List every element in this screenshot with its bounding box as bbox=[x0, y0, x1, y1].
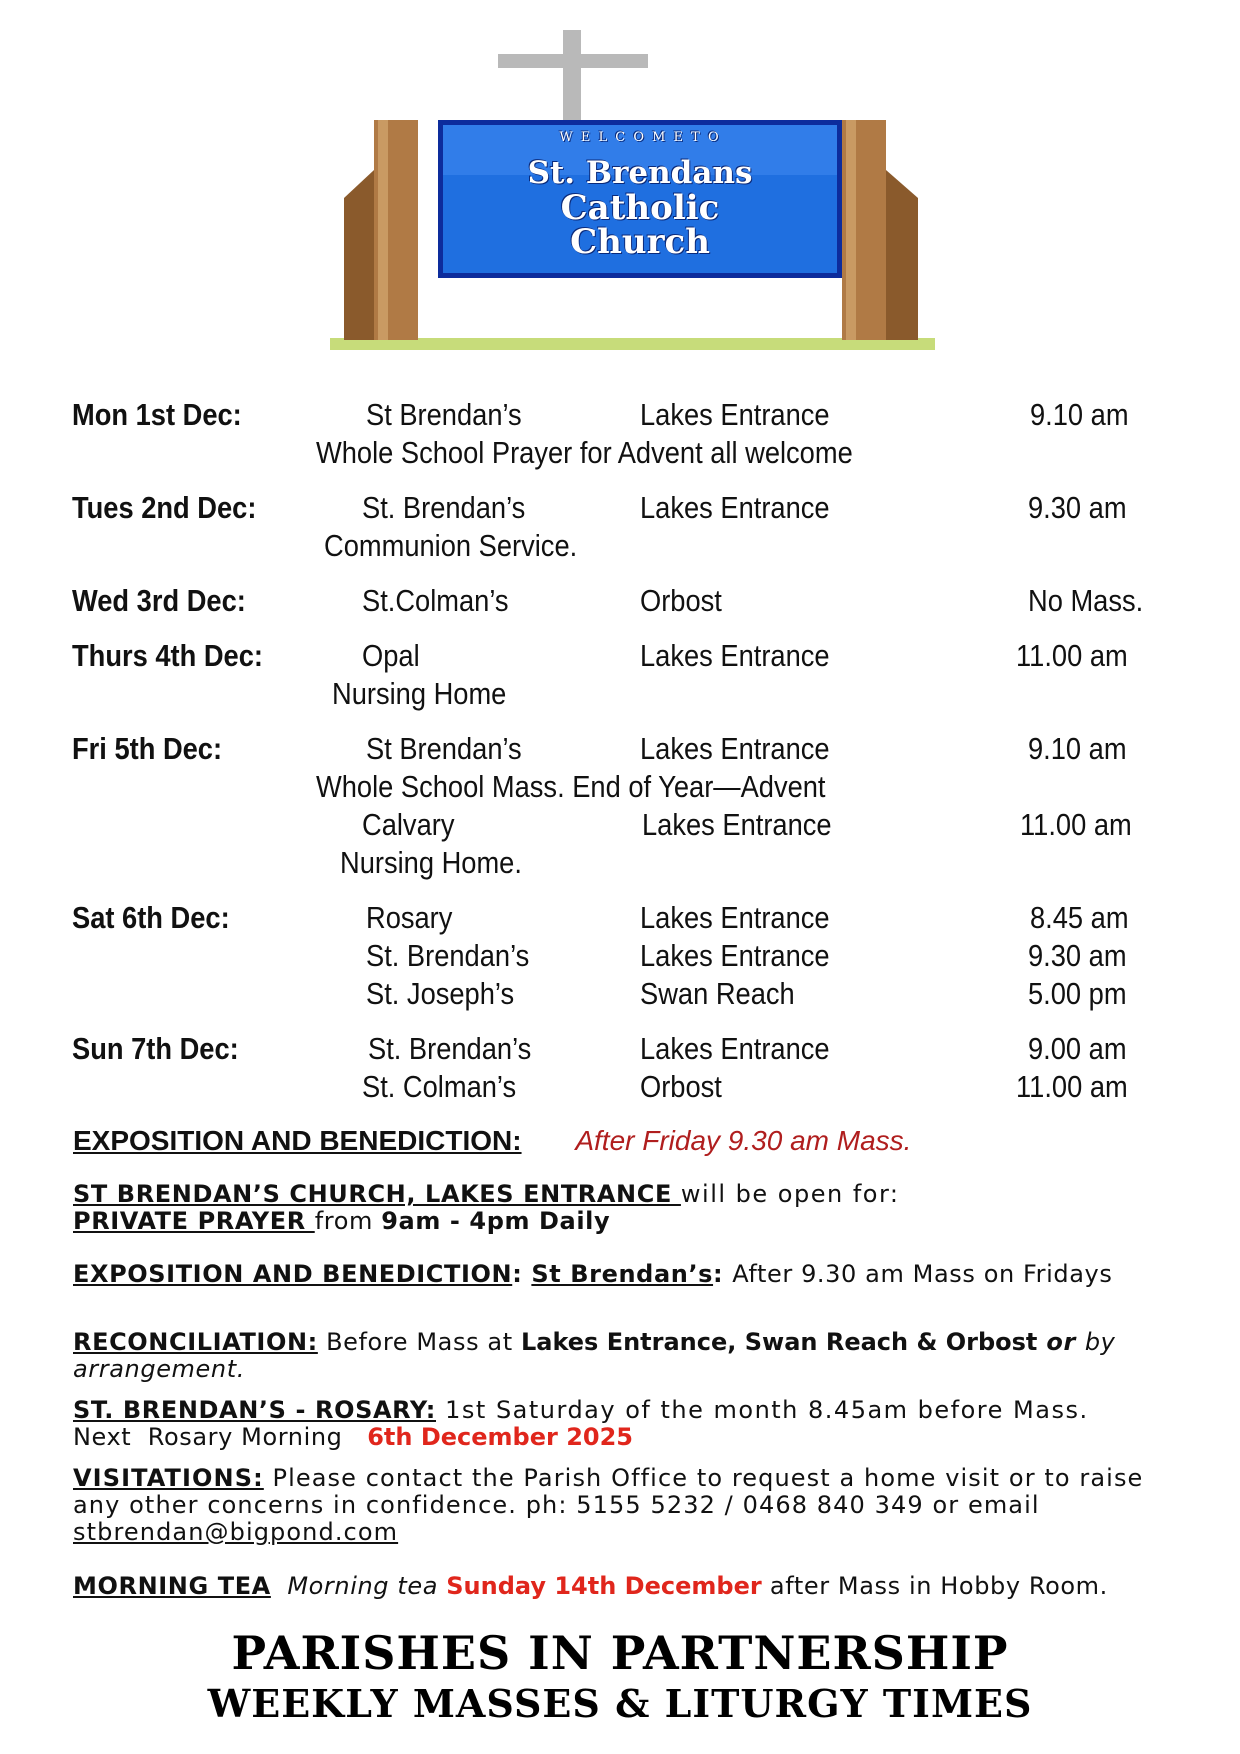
schedule-note: Whole School Prayer for Advent all welcome bbox=[316, 435, 853, 470]
schedule-note: Whole School Mass. End of Year—Advent bbox=[316, 769, 826, 804]
reconciliation-places: Lakes Entrance, Swan Reach & Orbost bbox=[520, 1328, 1038, 1356]
schedule-note: Communion Service. bbox=[324, 528, 578, 563]
church-sign bbox=[330, 20, 950, 360]
rosary-heading: ST. BRENDAN’S - ROSARY: bbox=[73, 1396, 436, 1424]
exposition-summary bbox=[73, 1125, 911, 1157]
visitations-text: Please contact the Parish Office to request a home visit or to raise any other concerns in confidence. ph: 5155 5232 / 0468 840 349 or email bbox=[73, 1464, 1144, 1519]
church-name: St Brendan’s bbox=[366, 397, 522, 432]
reconciliation-notice bbox=[73, 1329, 1173, 1383]
day-label: Sun 7th Dec: bbox=[72, 1031, 239, 1066]
right-post-back bbox=[886, 170, 918, 340]
mass-time: 9.30 am bbox=[1028, 938, 1127, 973]
mass-time: 11.00 am bbox=[1016, 1069, 1128, 1104]
morning-tea-label: Morning tea bbox=[270, 1572, 447, 1600]
exposition-text: After 9.30 am Mass on Fridays bbox=[732, 1260, 1113, 1288]
rosary-next-date: 6th December 2025 bbox=[367, 1423, 633, 1451]
church-name: Calvary bbox=[362, 807, 455, 842]
town-name: Lakes Entrance bbox=[640, 938, 830, 973]
day-label: Mon 1st Dec: bbox=[72, 397, 242, 432]
church-name: St. Colman’s bbox=[362, 1069, 517, 1104]
day-label: Tues 2nd Dec: bbox=[72, 490, 257, 525]
town-name: Lakes Entrance bbox=[640, 900, 830, 935]
footer-subtitle: WEEKLY MASSES & LITURGY TIMES bbox=[207, 1681, 1033, 1726]
exposition-church: St Brendan’s bbox=[531, 1260, 714, 1288]
rosary-text: 1st Saturday of the month 8.45am before Mass. bbox=[436, 1396, 1089, 1424]
sign-name-line3: Church bbox=[570, 222, 710, 262]
cross-vertical bbox=[563, 30, 581, 130]
church-name: St. Brendan’s bbox=[366, 938, 530, 973]
footer-title: PARISHES IN PARTNERSHIP bbox=[231, 1626, 1009, 1680]
church-open-heading: ST BRENDAN’S CHURCH, LAKES ENTRANCE bbox=[73, 1180, 681, 1208]
church-name: Opal bbox=[362, 638, 420, 673]
day-label: Wed 3rd Dec: bbox=[72, 583, 246, 618]
parish-email-link[interactable]: stbrendan@bigpond.com bbox=[73, 1518, 399, 1546]
mass-time: 11.00 am bbox=[1016, 638, 1128, 673]
church-open-notice bbox=[73, 1181, 1173, 1235]
day-label: Thurs 4th Dec: bbox=[72, 638, 263, 673]
town-name: Lakes Entrance bbox=[640, 490, 830, 525]
mass-time: No Mass. bbox=[1028, 583, 1144, 618]
sign-name-line1: St. Brendans bbox=[527, 155, 753, 191]
morning-tea-date: Sunday 14th December bbox=[446, 1572, 762, 1600]
morning-tea-heading: MORNING TEA bbox=[73, 1572, 271, 1600]
mass-time: 11.00 am bbox=[1020, 807, 1132, 842]
cross-horizontal bbox=[498, 54, 648, 68]
schedule-note: Nursing Home. bbox=[340, 845, 522, 880]
exposition-heading: EXPOSITION AND BENEDICTION bbox=[73, 1260, 513, 1288]
mass-time: 5.00 pm bbox=[1028, 976, 1127, 1011]
town-name: Lakes Entrance bbox=[640, 1031, 830, 1066]
exposition-colon: : bbox=[512, 1260, 532, 1288]
private-prayer-hours: 9am - 4pm Daily bbox=[381, 1207, 611, 1235]
church-name: St. Brendan’s bbox=[362, 490, 526, 525]
mass-time: 9.10 am bbox=[1028, 731, 1127, 766]
left-post-highlight bbox=[378, 120, 388, 340]
morning-tea-text: after Mass in Hobby Room. bbox=[761, 1572, 1108, 1600]
mass-time: 9.00 am bbox=[1028, 1031, 1127, 1066]
church-name: St Brendan’s bbox=[366, 731, 522, 766]
town-name: Lakes Entrance bbox=[642, 807, 832, 842]
church-name: Rosary bbox=[366, 900, 453, 935]
left-post-back bbox=[344, 170, 374, 340]
church-name: St.Colman’s bbox=[362, 583, 509, 618]
exposition-summary-text: After Friday 9.30 am Mass. bbox=[575, 1125, 912, 1156]
visitations-heading: VISITATIONS: bbox=[73, 1464, 264, 1492]
morning-tea-notice bbox=[73, 1573, 1173, 1600]
exposition-summary-heading: EXPOSITION AND BENEDICTION: bbox=[73, 1125, 522, 1156]
schedule-note: Nursing Home bbox=[332, 676, 507, 711]
exposition-church-colon: : bbox=[713, 1260, 733, 1288]
sign-name-line2: Catholic bbox=[560, 188, 720, 228]
right-post-highlight bbox=[846, 120, 856, 340]
sign-welcome: W E L C O M E T O bbox=[559, 130, 721, 145]
church-name: St. Joseph’s bbox=[366, 976, 515, 1011]
rosary-next-label: Next Rosary Morning bbox=[73, 1423, 368, 1451]
town-name: Orbost bbox=[640, 583, 722, 618]
mass-time: 9.30 am bbox=[1028, 490, 1127, 525]
rosary-notice bbox=[73, 1397, 1173, 1451]
mass-time: 9.10 am bbox=[1030, 397, 1129, 432]
day-label: Sat 6th Dec: bbox=[72, 900, 230, 935]
private-prayer-from: from bbox=[314, 1207, 382, 1235]
exposition-notice bbox=[73, 1261, 1173, 1288]
town-name: Orbost bbox=[640, 1069, 722, 1104]
church-open-text: will be open for: bbox=[680, 1180, 900, 1208]
reconciliation-heading: RECONCILIATION: bbox=[73, 1328, 318, 1356]
day-label: Fri 5th Dec: bbox=[72, 731, 223, 766]
reconciliation-text: Before Mass at bbox=[317, 1328, 521, 1356]
private-prayer-heading: PRIVATE PRAYER bbox=[73, 1207, 315, 1235]
church-name: St. Brendan’s bbox=[368, 1031, 532, 1066]
reconciliation-arrangement: by arrangement. bbox=[73, 1328, 1116, 1383]
town-name: Lakes Entrance bbox=[640, 397, 830, 432]
town-name: Swan Reach bbox=[640, 976, 795, 1011]
reconciliation-or: or bbox=[1037, 1328, 1085, 1356]
visitations-notice bbox=[73, 1465, 1173, 1546]
mass-time: 8.45 am bbox=[1030, 900, 1129, 935]
town-name: Lakes Entrance bbox=[640, 638, 830, 673]
town-name: Lakes Entrance bbox=[640, 731, 830, 766]
